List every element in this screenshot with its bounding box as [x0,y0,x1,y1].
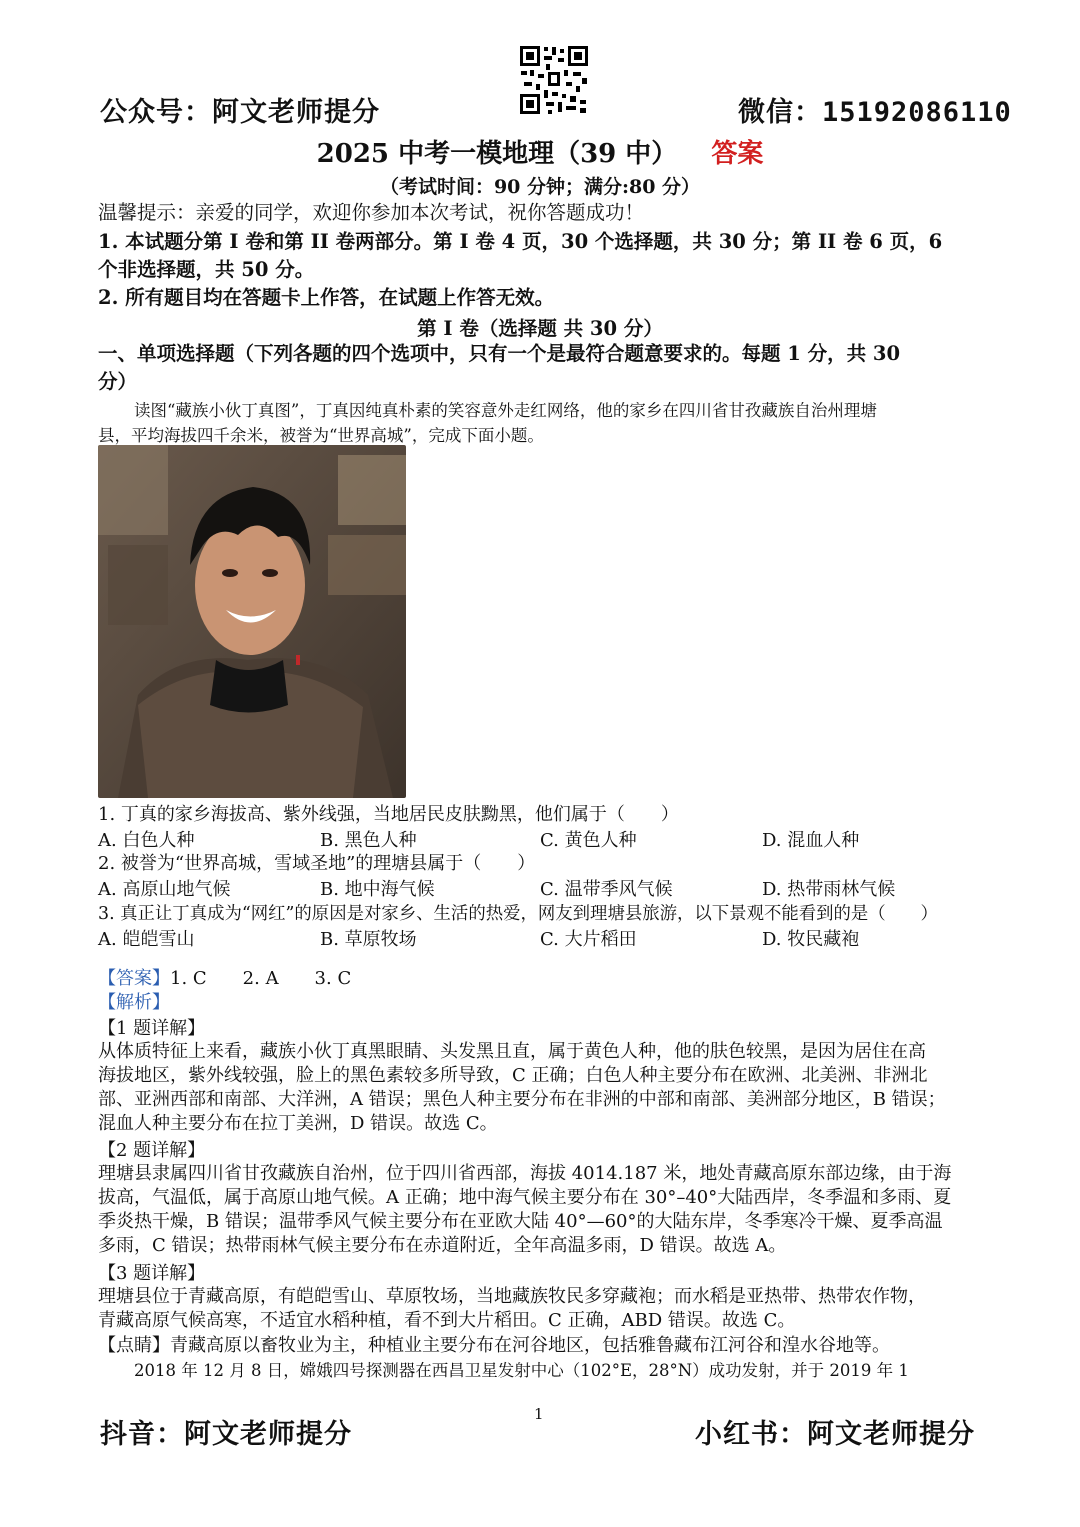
qr-code-icon [518,44,590,116]
section-title: 第 I 卷（选择题 共 30 分） [417,317,663,340]
footer-right-label: 小红书：阿文老师提分 [695,1419,975,1450]
section-desc-line: 一、单项选择题（下列各题的四个选项中，只有一个是最符合题意要求的。每题 1 分，共 30 [98,342,901,365]
exam-info: （考试时间：90 分钟；满分:80 分） [379,176,701,198]
footer-left-label: 抖音：阿文老师提分 [100,1419,352,1450]
header-left-label: 公众号：阿文老师提分 [100,97,380,128]
detail-tag: 【3 题详解】 [98,1263,206,1284]
analysis-tag: 【解析】 [98,992,170,1013]
detail-line: 从体质特征上来看，藏族小伙丁真黑眼睛、头发黑且直，属于黄色人种，他的肤色较黑，是因为居住在高 [98,1041,926,1062]
option-text: C. 大片稻田 [540,929,637,950]
title-main: 2025 中考一模地理（39 中） [316,139,678,169]
question-stem: 3. 真正让丁真成为“网红”的原因是对家乡、生活的热爱，网友到理塘县旅游，以下景观不能看到的是（ ） [98,904,938,924]
title-answer-badge: 答案 [711,139,764,169]
option-text: A. 皑皑雪山 [98,929,195,950]
intro-line: 1. 本试题分第 I 卷和第 II 卷两部分。第 I 卷 4 页，30 个选择题，共 30 分；第 II 卷 6 页，6 [98,230,943,253]
tip-tag: 【点睛】 [98,1335,170,1356]
option-text: B. 草原牧场 [320,929,417,950]
intro-line: 2. 所有题目均在答题卡上作答，在试题上作答无效。 [98,286,555,309]
answer-values: 1. C 2. A 3. C [170,968,352,989]
intro-line: 个非选择题，共 50 分。 [98,258,315,281]
option-text: C. 温带季风气候 [540,879,673,900]
option-text: D. 牧民藏袍 [762,929,860,950]
detail-line: 理塘县位于青藏高原，有皑皑雪山、草原牧场，当地藏族牧民多穿藏袍；而水稻是亚热带、热带农作物， [98,1286,926,1307]
option-text: A. 高原山地气候 [98,879,231,900]
intro-line: 温馨提示：亲爱的同学，欢迎你参加本次考试，祝你答题成功！ [98,201,645,224]
detail-line: 多雨，C 错误；热带雨林气候主要分布在赤道附近，全年高温多雨，D 错误。故选 A。 [98,1235,787,1256]
option-text: D. 混血人种 [762,830,860,851]
next-passage-line: 2018 年 12 月 8 日，嫦娥四号探测器在西昌卫星发射中心（102°E，28°N）成功发射，并于 2019 年 1 [134,1361,909,1380]
detail-line: 海拔地区，紫外线较强，脸上的黑色素较多所导致，C 正确；白色人种主要分布在欧洲、北美洲、非洲北 [98,1065,928,1086]
detail-line: 理塘县隶属四川省甘孜藏族自治州，位于四川省西部，海拔 4014.187 米，地处青藏高原东部边缘，由于海 [98,1163,952,1184]
detail-tag: 【1 题详解】 [98,1018,206,1039]
option-text: B. 黑色人种 [320,830,417,851]
page-number: 1 [534,1405,544,1423]
tip-text: 青藏高原以畜牧业为主，种植业主要分布在河谷地区，包括雅鲁藏布江河谷和湟水谷地等。 [170,1335,890,1356]
portrait-photo [98,445,406,798]
tip-line [98,1332,983,1359]
option-text: C. 黄色人种 [540,830,637,851]
detail-line: 拔高，气温低，属于高原山地气候。A 正确；地中海气候主要分布在 30°–40°大陆西岸，冬季温和多雨、夏 [98,1187,952,1208]
detail-line: 混血人种主要分布在拉丁美洲，D 错误。故选 C。 [98,1113,498,1134]
question-stem: 1. 丁真的家乡海拔高、紫外线强，当地居民皮肤黝黑，他们属于（ ） [98,804,679,825]
detail-line: 季炎热干燥，B 错误；温带季风气候主要分布在亚欧大陆 40°—60°的大陆东岸，冬季寒冷干燥、夏季高温 [98,1211,943,1232]
option-text: D. 热带雨林气候 [762,879,896,900]
passage-line: 县，平均海拔四千余米，被誉为“世界高城”，完成下面小题。 [98,426,544,445]
answer-line [98,964,351,990]
header-right-label: 微信：15192086110 [738,97,1012,128]
answer-tag: 【答案】 [98,968,170,989]
passage-line: 读图“藏族小伙丁真图”，丁真因纯真朴素的笑容意外走红网络，他的家乡在四川省甘孜藏族自治州理塘 [134,401,877,420]
detail-tag: 【2 题详解】 [98,1140,206,1161]
detail-line: 部、亚洲西部和南部、大洋洲，A 错误；黑色人种主要分布在非洲的中部和南部、美洲部分地区，B 错误； [98,1089,946,1110]
option-text: B. 地中海气候 [320,879,435,900]
section-desc-line: 分） [98,370,138,393]
option-text: A. 白色人种 [98,830,195,851]
detail-line: 青藏高原气候高寒，不适宜水稻种植，看不到大片稻田。C 正确，ABD 错误。故选 C。 [98,1310,796,1331]
page-title [0,133,1080,170]
question-stem: 2. 被誉为“世界高城，雪域圣地”的理塘县属于（ ） [98,853,536,874]
